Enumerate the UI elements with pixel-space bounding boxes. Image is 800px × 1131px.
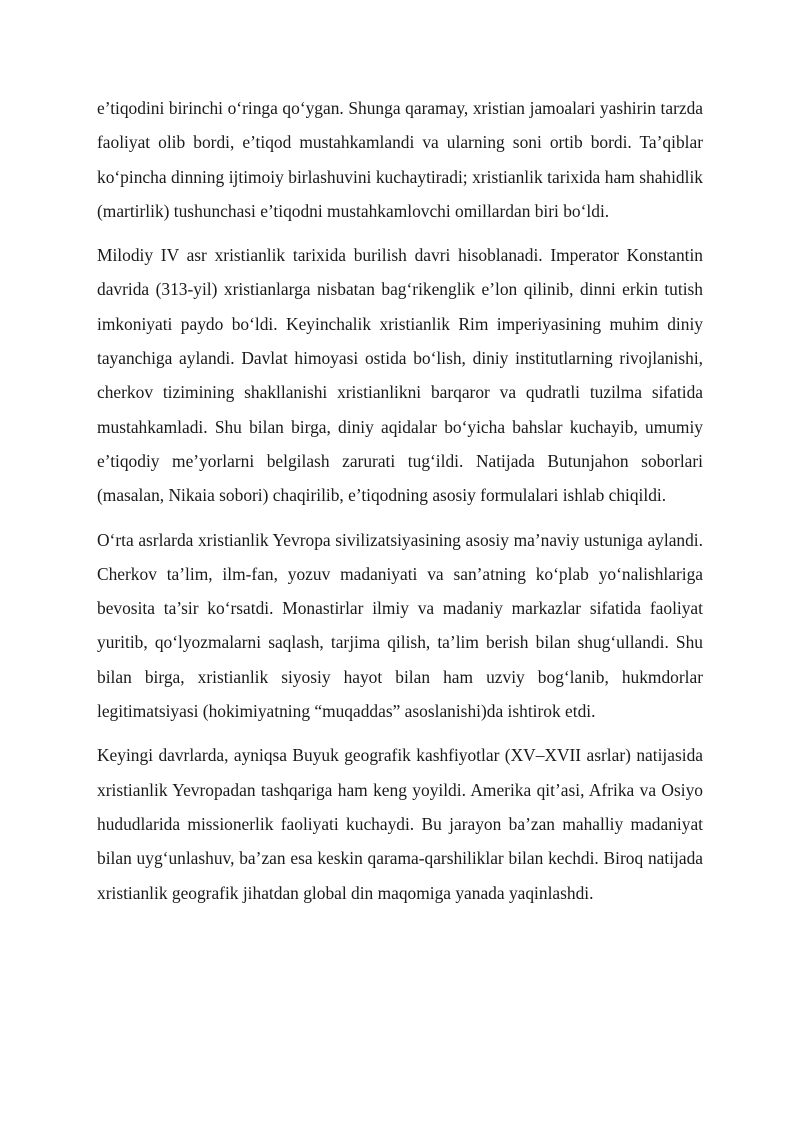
paragraph: O‘rta asrlarda xristianlik Yevropa sivilizatsiyasining asosiy ma’naviy ustuniga aylandi. Cherkov ta’lim, ilm-fan, yozuv madaniyati va san’atning ko‘plab yo‘nalishlariga bevosita ta’sir ko‘rsatdi. Monastirlar ilmiy va madaniy markazlar sifatida faoliyat yuritib, qo‘lyozmalarni saqlash, tarjima qilish, ta’lim berish bilan shug‘ullandi. Shu bilan birga, xristianlik siyosiy hayot bilan ham uzviy bog‘lanib, hukmdorlar legitimatsiyasi (hokimiyatning “muqaddas” asoslanishi)da ishtirok etdi.	[97, 529, 703, 722]
document-page	[97, 91, 703, 920]
paragraph: e’tiqodini birinchi o‘ringa qo‘ygan. Shunga qaramay, xristian jamoalari yashirin tarzda faoliyat olib bordi, e’tiqod mustahkamlandi va ularning soni ortib bordi. Ta’qiblar ko‘pincha dinning ijtimoiy birlashuvini kuchaytiradi; xristianlik tarixida ham shahidlik (martirlik) tushunchasi e’tiqodni mustahkamlovchi omillardan biri bo‘ldi.	[97, 98, 703, 221]
paragraph: Keyingi davrlarda, ayniqsa Buyuk geografik kashfiyotlar (XV–XVII asrlar) natijasida xristianlik Yevropadan tashqariga ham keng yoyildi. Amerika qit’asi, Afrika va Osiyo hududlarida missionerlik faoliyati kuchaydi. Bu jarayon ba’zan mahalliy madaniyat bilan uyg‘unlashuv, ba’zan esa keskin qarama-qarshiliklar bilan kechdi. Biroq natijada xristianlik geografik jihatdan global din maqomiga yanada yaqinlashdi.	[97, 745, 703, 903]
paragraph: Milodiy IV asr xristianlik tarixida burilish davri hisoblanadi. Imperator Konstantin davrida (313-yil) xristianlarga nisbatan bag‘rikenglik e’lon qilinib, dinni erkin tutish imkoniyati paydo bo‘ldi. Keyinchalik xristianlik Rim imperiyasining muhim diniy tayanchiga aylandi. Davlat himoyasi ostida bo‘lish, diniy institutlarning rivojlanishi, cherkov tizimining shakllanishi xristianlikni barqaror va qudratli tuzilma sifatida mustahkamladi. Shu bilan birga, diniy aqidalar bo‘yicha bahslar kuchayib, umumiy e’tiqodiy me’yorlarni belgilash zarurati tug‘ildi. Natijada Butunjahon soborlari (masalan, Nikaia sobori) chaqirilib, e’tiqodning asosiy formulalari ishlab chiqildi.	[97, 245, 703, 506]
